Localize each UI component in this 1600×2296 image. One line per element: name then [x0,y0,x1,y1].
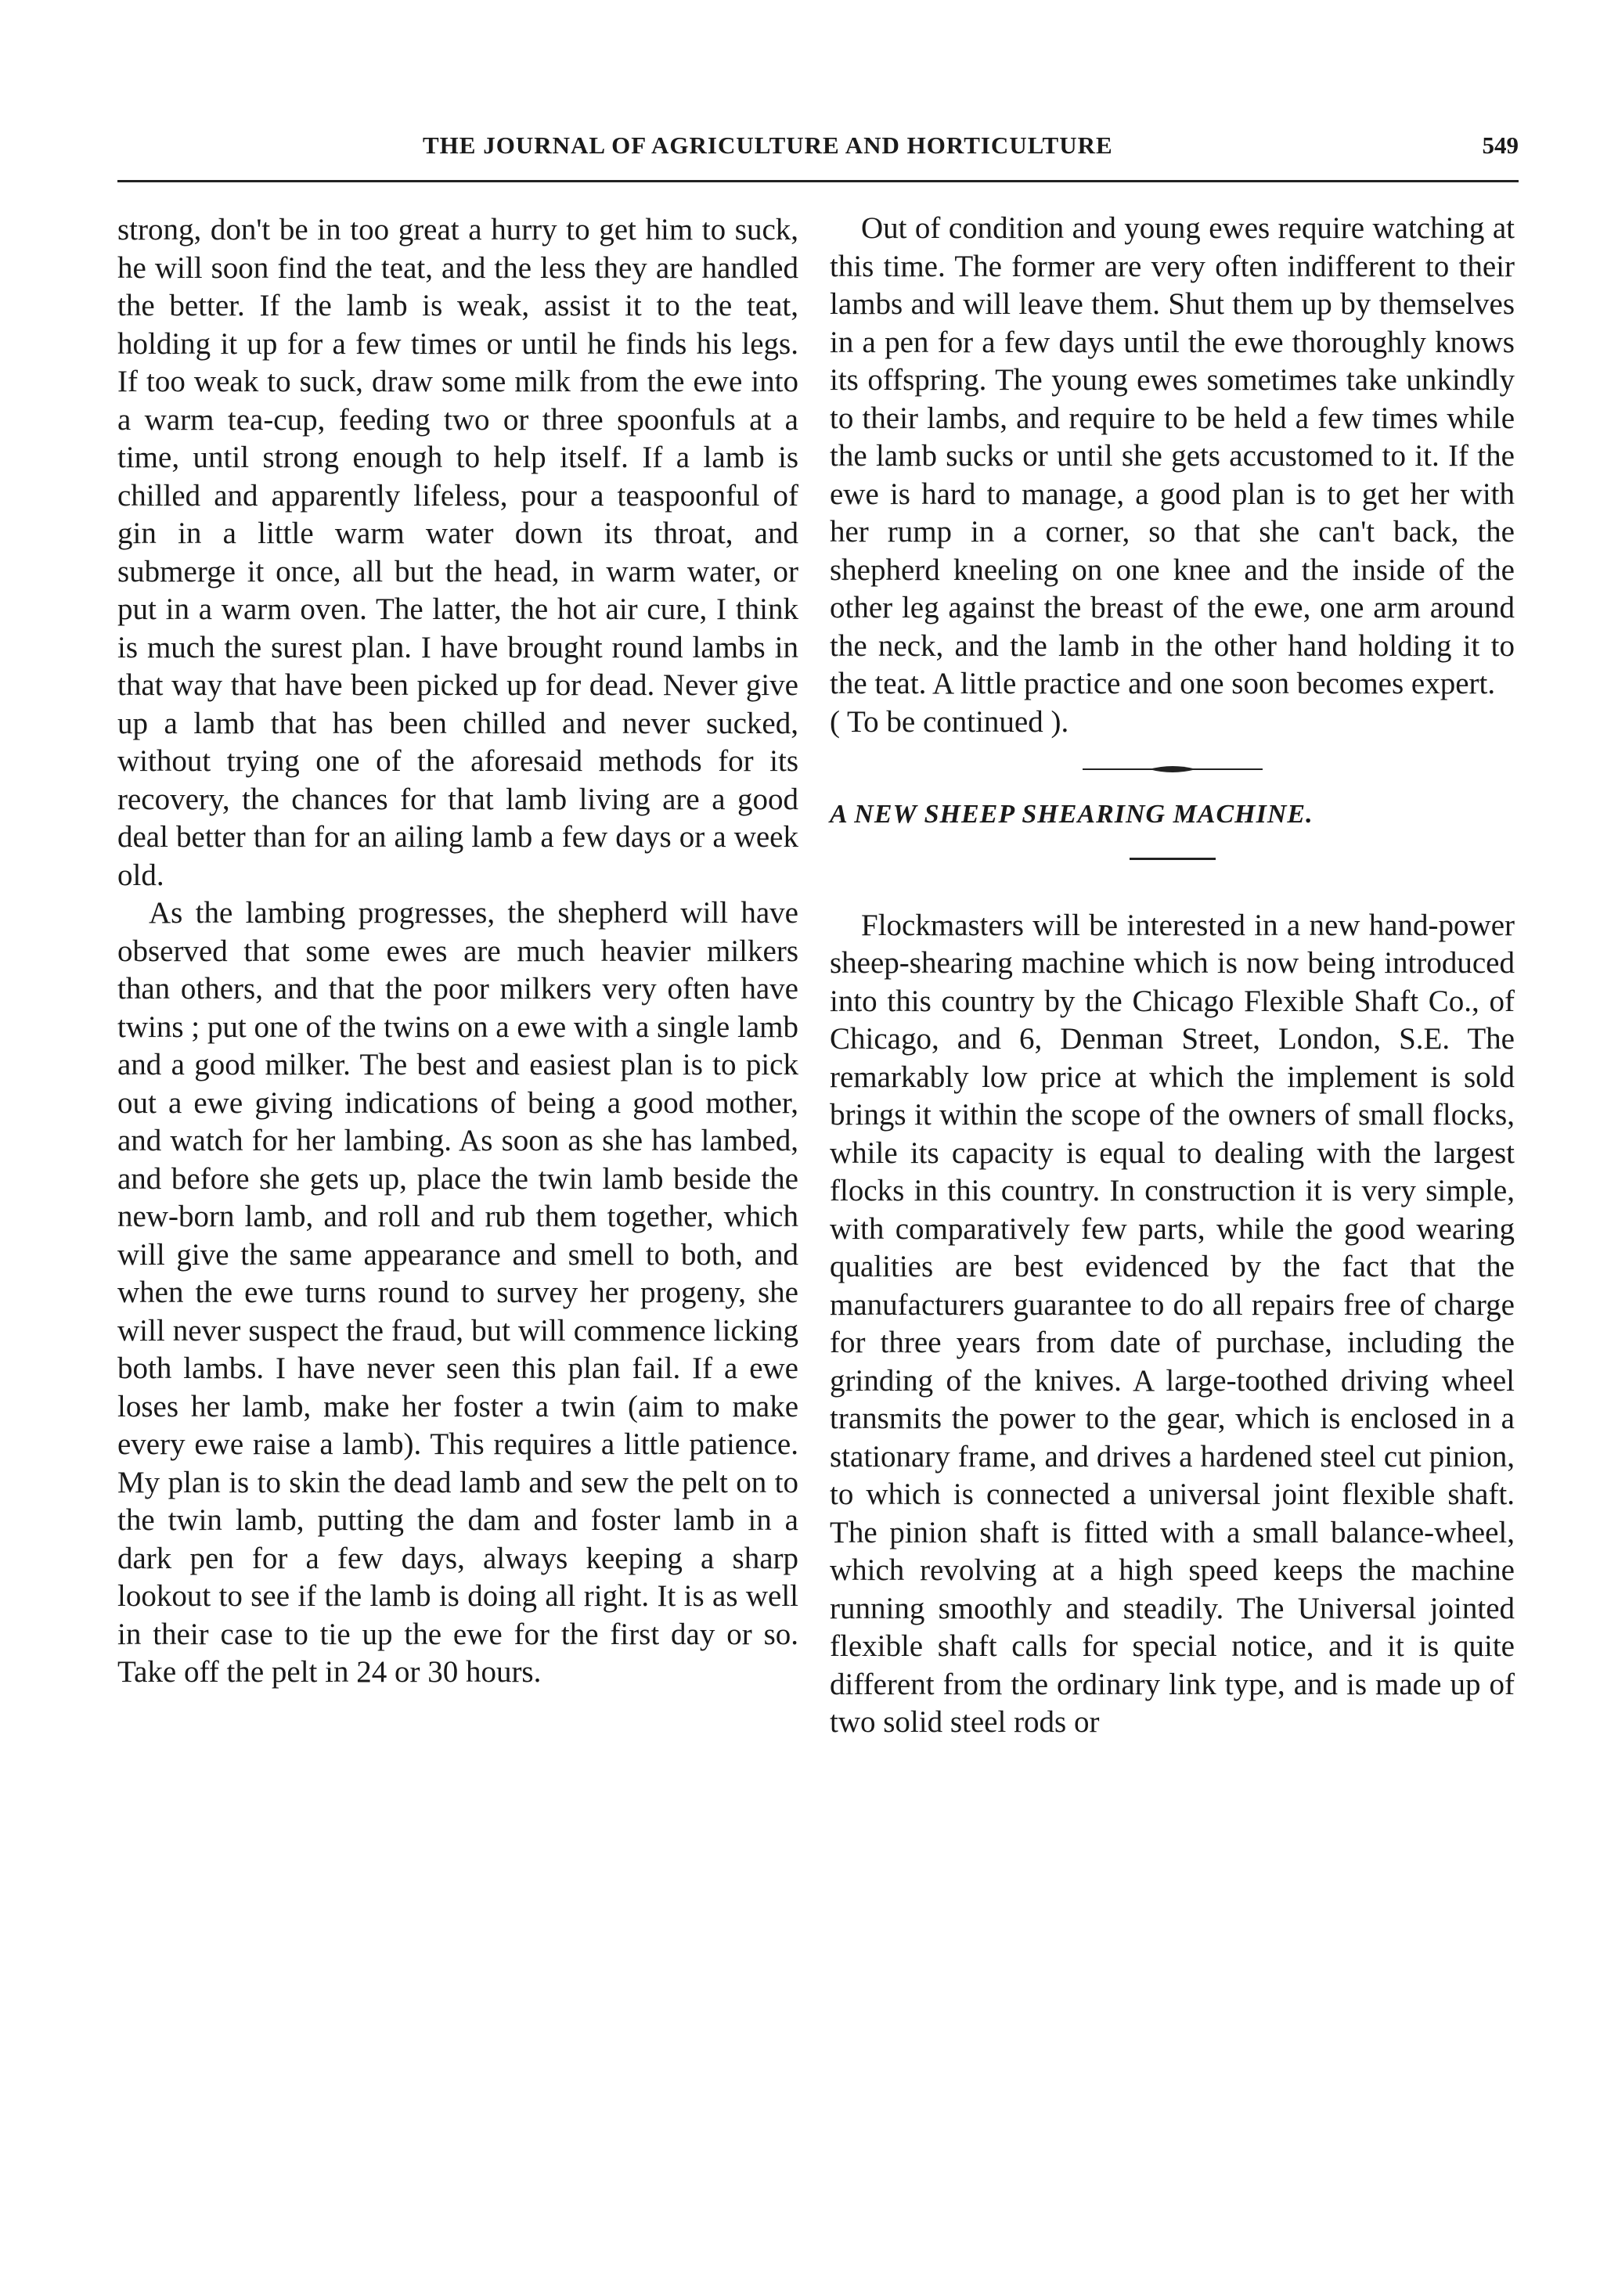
paragraph: Out of condition and young ewes require watching at this time. The former are very often indifferent to their lambs and will leave them. Shut them up by themselves in a pen for a few days until the ewe thoroughly knows its offspring. The young ewes sometimes take unkindly to their lambs, and require to be held a few times while the lamb sucks or until she gets accustomed to it. If the ewe is hard to manage, a good plan is to get her with her rump in a corner, so that she can't back, the shepherd kneeling on one knee and the inside of the other leg against the breast of the ewe, one arm around the neck, and the lamb in the other hand holding it to the teat. A little practice and one soon becomes expert. [830,211,1515,700]
title-rule [1130,858,1216,860]
to-be-continued: ( To be continued ). [830,704,1069,739]
article-title: A NEW SHEEP SHEARING MACHINE. [830,800,1314,829]
page-number: 549 [1482,131,1519,159]
ornamental-divider [1083,765,1263,774]
paragraph: Flockmasters will be interested in a new hand-power sheep-shearing machine which is now being introduced into this country by the Chicago Flexible Shaft Co., of Chicago, and 6, Denman Street, London, S.E. The remarkably low price at which the implement is sold brings it within the scope of the owners of small flocks, while its capacity is equal to dealing with the largest flocks in this country. In construction it is very simple, with comparatively few parts, while the good wearing qualities are best evidenced by the fact that the manufacturers guarantee to do all repairs free of charge for three years from date of purchase, including the grinding of the knives. A large-toothed driving wheel transmits the power to the gear, which is enclosed in a stationary frame, and drives a hardened steel cut pinion, to which is connected a universal joint flexible shaft. The pinion shaft is fitted with a small balance-wheel, which revolving at a high speed keeps the machine running smoothly and steadily. The Universal jointed flexible shaft calls for special notice, and it is quite different from the ordinary link type, and is made up of two solid steel rods or [830,908,1515,1739]
left-column [117,211,798,1692]
paragraph: As the lambing progresses, the shepherd will have observed that some ewes are much heavier milkers than others, and that the poor milkers very often have twins ; put one of the twins on a ewe with a single lamb and a good milker. The best and easiest plan is to pick out a ewe giving indications of being a good mother, and watch for her lambing. As soon as she has lambed, and before she gets up, place the twin lamb beside the new-born lamb, and roll and rub them together, which will give the same appearance and smell to both, and when the ewe turns round to survey her progeny, she will never suspect the fraud, but will commence licking both lambs. I have never seen this plan fail. If a ewe loses her lamb, make her foster a twin (aim to make every ewe raise a lamb). This requires a little patience. My plan is to skin the dead lamb and sew the pelt on to the twin lamb, putting the dam and foster lamb in a dark pen for a few days, always keeping a sharp lookout to see if the lamb is doing all right. It is as well in their case to tie up the ewe for the first day or so. Take off the pelt in 24 or 30 hours. [117,896,798,1689]
header-rule [117,180,1519,182]
paragraph: strong, don't be in too great a hurry to get him to suck, he will soon find the teat, and the less they are handled the better. If the lamb is weak, assist it to the teat, holding it up for a few times or until he finds his legs. If too weak to suck, draw some milk from the ewe into a warm tea-cup, feeding two or three spoonfuls at a time, until strong enough to help itself. If a lamb is chilled and apparently lifeless, pour a teaspoonful of gin in a little warm water down its throat, and submerge it once, all but the head, in warm water, or put in a warm oven. The latter, the hot air cure, I think is much the surest plan. I have brought round lambs in that way that have been picked up for dead. Never give up a lamb that has been chilled and never sucked, without trying one of the aforesaid methods for its recovery, the chances for that lamb living are a good deal better than for an ailing lamb a few days or a week old. [117,213,798,892]
journal-title: THE JOURNAL OF AGRICULTURE AND HORTICULTURE [423,131,1113,159]
right-column [830,210,1515,1742]
running-header [117,131,1519,167]
